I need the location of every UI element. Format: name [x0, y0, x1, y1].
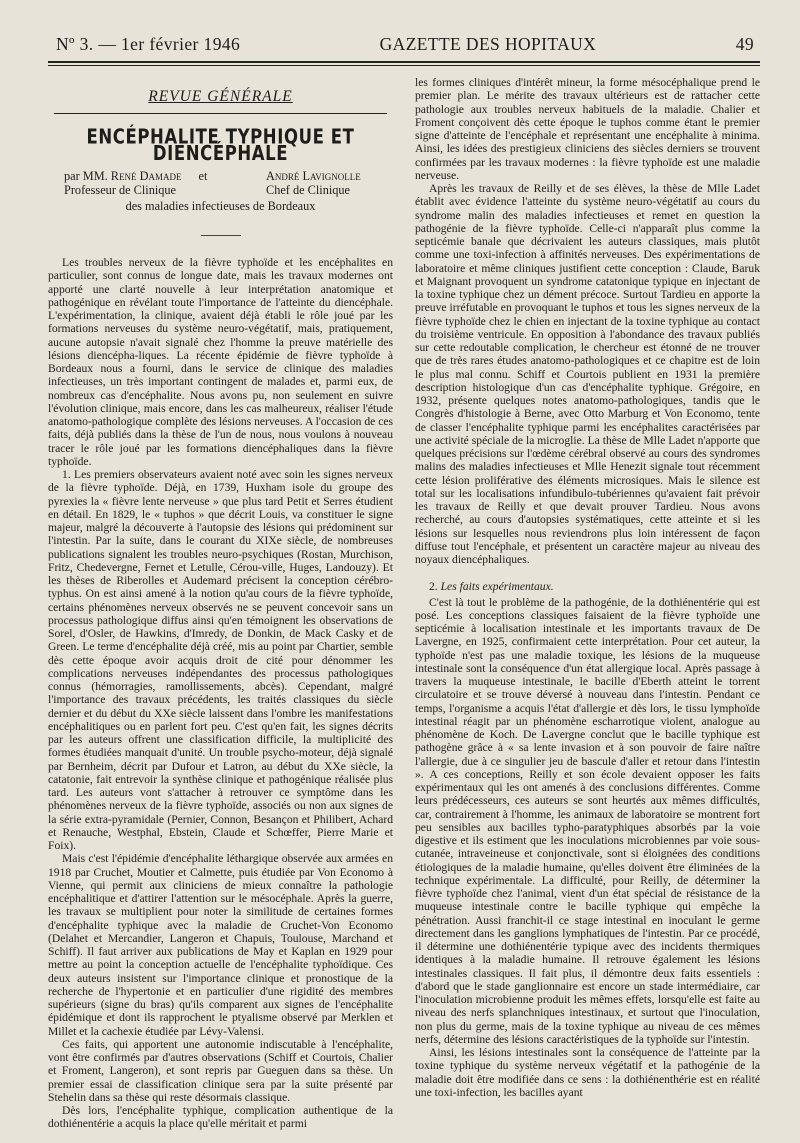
left-paragraph: Ces faits, qui apportent une autonomie indiscutable à l'encéphalite, vont être confirmés par d'autres observations (Schiff et Courtois, Chalier et Froment, Langeron), et sont repris par Gueguen dans sa thèse. Un premier essai de classification clinique sera par la suite présenté par Stehelin dans sa thèse qui reste désormais classique. [48, 1037, 393, 1104]
subsection-heading [415, 580, 760, 593]
page-number: 49 [735, 34, 754, 54]
header-rule [48, 61, 760, 66]
authors-block [48, 169, 393, 198]
department: des maladies infectieuses de Bordeaux [125, 198, 316, 213]
right-paragraph: C'est là tout le problème de la pathogénie, de la dothiénentérie qui est posé. Les conceptions classiques faisaient de la fièvre typhoïde une septicémie à localisation intestinale et les importants travaux de De Lavergne, en 1925, confirmaient cette interprétation. Pour cet auteur, la typhoïde n'est pas une maladie toxique, les lésions de la muqueuse intestinale sont la conséquence d'un état allergique local. Après passage à travers la muqueuse intestinale, le bacille d'Eberth atteint le torrent circulatoire et se trouve déversé à nouveau dans l'intestin. Pendant ce temps, l'organisme a acquis l'état d'allergie et dès lors, le tissu lymphoïde intestinal réagit par un phénomène escharrotique violent, analogue au phénomène de Koch. De Lavergne conclut que le bacille typhique est pathogène grâce à « sa lente invasion et à son pouvoir de faire naître l'allergie, due à ce singulier jeu de bascule d'aller et retour dans l'intestin ». A ces conceptions, Reilly et son école devaient opposer les faits expérimentaux qui les ont amenés à des conclusions différentes. Comme leurs prédécesseurs, ces auteurs se sont heurtés aux mêmes difficultés, car, contrairement à l'homme, les animaux de laboratoire se montrent fort peu sensibles aux bacilles typho-paratyphiques absorbés par la voie digestive et ils estiment que les inoculations microbiennes par voie sous-cutanée, intraveineuse et conjonctivale, sont si éloignées des conditions étiologiques de la maladie humaine, qu'elles doivent être éliminées de la technique expérimentale. La difficulté, pour Reilly, de déterminer la fièvre typhoïde chez l'animal, vient d'un état spécial de résistance de la muqueuse intestinale contre le bacille typhique qui empêche la pénétration. Aussi franchit-il ce stage intestinal en inoculant le germe directement dans les ganglions lymphatiques de l'intestin. Par ce procédé, il détermine une dothiénentérie typique avec des incidents thermiques identiques à la maladie humaine. Il retrouve également les lésions intestinales classiques. Il fait plus, il démontre deux faits essentiels : d'abord que le stade ganglionnaire est encore un stade intermédiaire, car l'inoculation microbienne produit les mêmes effets, lorsqu'elle est faite au niveau des nerfs splanchniques intestinaux, et surtout que l'inoculation, non plus du germe, mais de la toxine typhique au niveau de ces mêmes nerfs, détermine des lésions caractéristiques de la typhoïde sur l'intestin. [415, 595, 760, 1046]
authors-conjunction: et [198, 168, 208, 183]
left-paragraph: Les troubles nerveux de la fièvre typhoïde et les encéphalites en particulier, sont connus de longue date, mais les travaux modernes ont apporté une clarté nouvelle à leur interprétation anatomique et pathogénique en révélant toute l'importance de l'atteinte du diencéphale. L'expérimentation, la clinique, avaient déjà établi le rôle joué par les formations nerveuses du système neuro-végétatif, mais, pratiquement, aucune autopsie n'avait signalé chez l'homme la preuve matérielle des lésions diencépha-liques. La récente épidémie de fièvre typhoïde à Bordeaux nous a fourni, dans le service de clinique des maladies infectieuses, un très important contingent de malades et, parmi eux, de nombreux cas d'encéphalite. Nous avons pu, non seulement en suivre l'évolution clinique, mais encore, dans les cas malheureux, réaliser l'étude anatomo-pathologique complète des lésions nerveuses. A l'occasion de ces faits, déjà publiés dans la thèse de l'un de nous, nous voulons à nouveau tracer le rôle joué par les formations diencéphaliques dans la fièvre typhoïde. [48, 256, 393, 468]
left-column [48, 76, 393, 1131]
author-1: René Damade [110, 168, 182, 183]
left-paragraph: Dès lors, l'encéphalite typhique, complication authentique de la dothiénentérie a acquis la place qu'elle méritait et parmi [48, 1104, 393, 1131]
right-column [415, 76, 760, 1131]
right-paragraph: les formes cliniques d'intérêt mineur, la forme mésocéphalique prend le premier plan. Le mérite des travaux ultérieurs est de rattacher cette pathologie aux troubles nerveux habituels de la maladie. Chalier et Froment conçoivent dès cette époque le tuphos comme étant le premier signe d'atteinte de l'encéphale et représentant une encéphalite à minima. Ainsi, les idées des prestigieux cliniciens des siècles derniers se trouvent confirmées par les travaux modernes : la fièvre typhoïde est une maladie nerveuse. [415, 76, 760, 182]
right-paragraph: Après les travaux de Reilly et de ses élèves, la thèse de Mlle Ladet établit avec évidence l'atteinte du système neuro-végétatif au cours du syndrome malin des maladies infectieuses et remet en question la pathogénie de la fièvre typhoïde. Celle-ci n'apparaît plus comme la septicémie banale que décrivaient les auteurs classiques, mais plutôt comme une toxi-infection à affinités nerveuses. Des expérimentations de laboratoire et même cliniques justifient cette conception : Claude, Baruk et Maignant provoquent un syndrome catatonique typique en injectant de la toxine typhique chez un dément précoce. Surtout Tardieu en apporte la preuve irréfutable en provoquant le tuphos et tous les signes nerveux de la fièvre typhoïde chez le chien en injectant de la toxine typhique au contact du troisième ventricule. En opposition à l'abondance des travaux publiés sur cette redoutable complication, le chercheur est étonné de ne trouver que de très rares études anatomo-pathologiques et ce chapitre est de loin le plus mal connu. Schiff et Courtois publient en 1931 la première description histologique d'un cas d'encéphalite typhique. Grégoire, en 1932, présente quelques notes anatomo-pathologiques, tandis que le Congrès d'histologie à Berne, avec Otto Marburg et Von Economo, tente de classer l'encéphalite typhique parmi les encéphalites caractérisées par une activité spéciale de la microglie. La thèse de Mlle Ladet n'apporte que quelques précisions sur l'œdème cérébral observé au cours des syndromes malins des maladies infectieuses et Mlle Henezit signale tout récemment cette lésion proliférative des éléments microsiques. Mais le silence est total sur les localisations infundibulo-tubériennes qu'avaient fait prévoir les travaux de Reilly et que devait prouver Tardieu. Nous avons recherché, au cours d'autopsies systématiques, cette atteinte et si les lésions sur lesquelles nous reviendrons plus loin intéressent de façon diffuse tout l'encéphale, et présentent un caractère majeur au niveau des noyaux diencéphaliques. [415, 182, 760, 566]
subsection-number: 2. [429, 580, 438, 594]
journal-title: GAZETTE DES HOPITAUX [379, 34, 597, 54]
section-title: REVUE GÉNÉRALE [148, 88, 293, 105]
subsection-title: Les faits expérimentaux. [440, 580, 554, 594]
separator-rule [201, 235, 241, 236]
author-2: André Lavignolle [266, 168, 361, 183]
article-title: ENCÉPHALITE TYPHIQUE ET DIENCÉPHALE [86, 125, 355, 166]
running-head [48, 34, 760, 55]
left-paragraph: 1. Les premiers observateurs avaient noté avec soin les signes nerveux de la fièvre typhoïde. Déjà, en 1739, Huxham isole du groupe des pyrexies la « fièvre lente nerveuse » que plus tard Petit et Serres étudient en détail. En 1829, le « tuphos » que décrit Louis, va constituer le signe majeur, malgré la découverte à l'autopsie des lésions qui prédominent sur l'intestin. Par la suite, dans le courant du XIXe siècle, de nombreuses publications signalent les troubles neuro-psychiques (Rostan, Murchison, Fritz, Chedevergne, Fernet et Letulle, Cérou-ville, Huges, Landouzy). Et les thèses de Riberolles et Audemard précisent la conception cérébro-typhus. On est ainsi amené à la notion qu'au cours de la fièvre typhoïde, certains phénomènes nerveux observés ne se peuvent concevoir sans un processus pathologique diffus ainsi qu'en témoignent les observations de Sorel, d'Osler, de Hawkins, d'Imredy, de Donkin, de Mack Casky et de Green. Le terme d'encéphalite déjà créé, mis au point par Chartier, semble dès cette époque avoir acquis droit de cité pour dénommer les complications nerveuses indépendantes des processus pathologiques connus (hémorragies, ramollissements, abcès). Cependant, malgré l'importance des travaux précédents, les traités classiques du siècle dernier et du début du XXe siècle laissent dans l'ombre les manifestations encéphalitiques ou en parlent fort peu. C'est qu'en fait, les signes décrits par les auteurs offrent une classification difficile, la multiplicité des formes étudiées manquait d'unité. Un trouble psycho-moteur, déjà signalé par Bernheim, décrit par Dufour et Latron, au début du XXe siècle, la catatonie, fait entrevoir la synthèse clinique et pathogénique réalisée plus tard. Les auteurs vont s'attacher à retrouver ce symptôme dans les phénomènes nerveux de la fièvre typhoïde, associés ou non aux signes de la série extra-pyramidale (Pernier, Connon, Besançon et Philibert, Achard et Renauche, Westphal, Ebstein, Claude et Schœffer, Pierre Marie et Foix). [48, 468, 393, 852]
author-2-role: Chef de Clinique [266, 183, 351, 198]
text-columns [48, 76, 760, 1131]
authors-prefix: par MM. [64, 168, 108, 183]
left-paragraph: Mais c'est l'épidémie d'encéphalite léthargique observée aux armées en 1918 par Cruchet, Moutier et Calmette, puis étudiée par Von Economo à Vienne, qui permit aux cliniciens de mieux connaître la pathologie encéphalitique et d'attirer l'attention sur le mésocéphale. Après la guerre, les travaux se multiplient pour noter la similitude de certaines formes d'encéphalite typhique avec la maladie de Cruchet-Von Economo (Delahet et Mercandier, Langeron et Chapuis, Toulouse, Marchand et Schiff). Il faut arriver aux publications de May et Kaplan en 1929 pour mettre au point la conception actuelle de l'encéphalite typhoïdique. Ces deux auteurs insistent sur l'importance clinique et pronostique de la recherche de l'hypertonie et en particulier d'une rigidité des membres supérieurs (signe du bras) qu'ils comparent aux signes de l'encéphalite épidémique et dont ils rapprochent le ptyalisme observé par Merklen et Millet et la cachexie étudiée par Lévy-Valensi. [48, 852, 393, 1038]
author-1-role: Professeur de Clinique [64, 183, 177, 198]
right-paragraph: Ainsi, les lésions intestinales sont la conséquence de l'atteinte par la toxine typhique du système nerveux végétatif et la pathogénie de la maladie doit être modifiée dans ce sens : la dothiénenthérie est en réalité une toxi-infection, les bacilles ayant [415, 1046, 760, 1099]
section-rule [54, 113, 387, 114]
issue-date: Nº 3. — 1er février 1946 [56, 34, 241, 54]
